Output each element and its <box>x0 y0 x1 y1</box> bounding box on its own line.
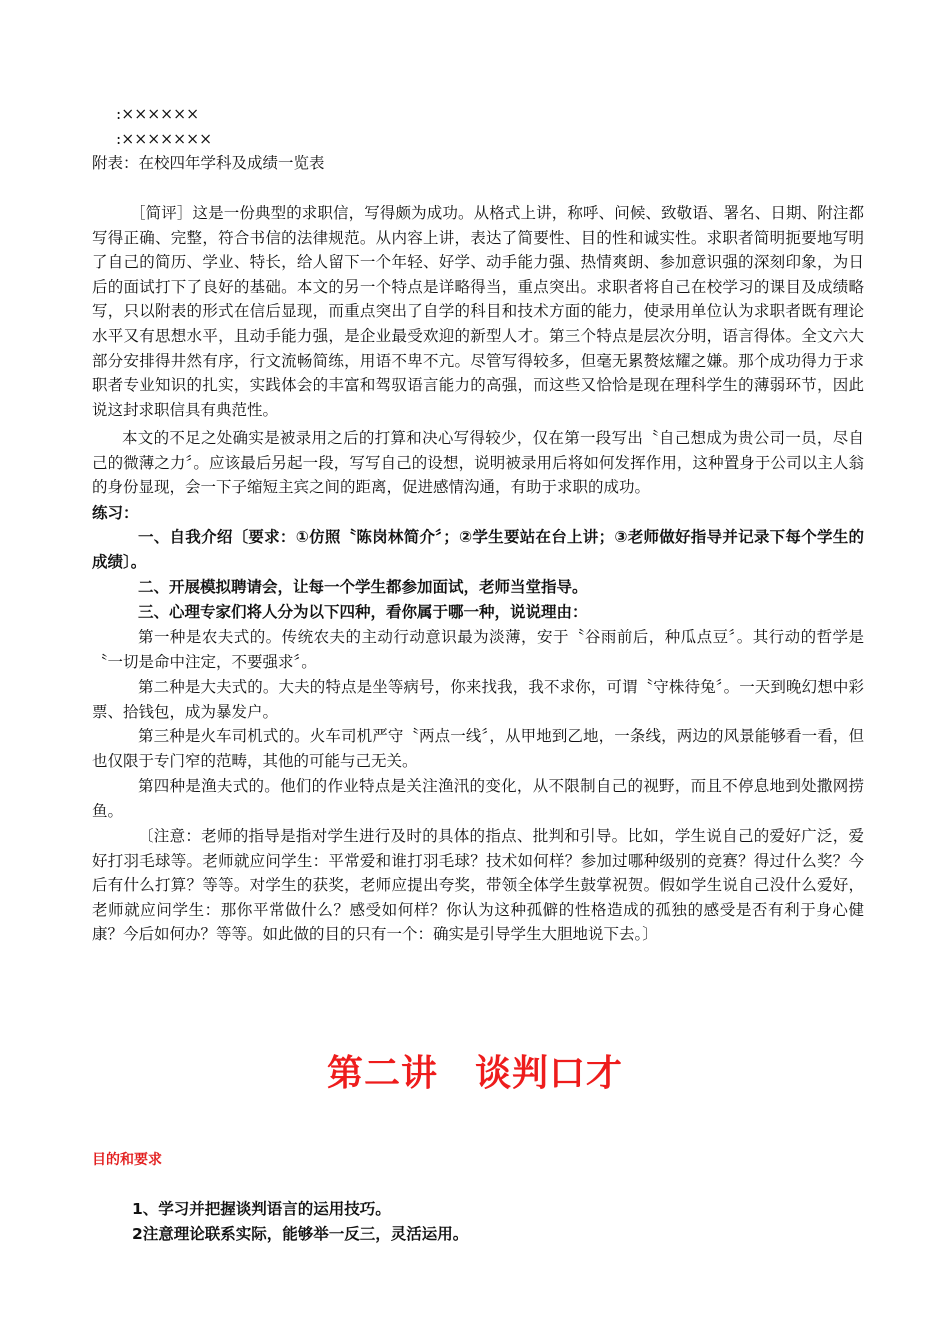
type-train-driver: 第三种是火车司机式的。火车司机严守〝两点一线〞，从甲地到乙地，一条线，两边的风景能够看一看，但也仅限于专门窄的范畴，其他的可能与己无关。 <box>92 727 864 770</box>
teacher-note: 〔注意：老师的指导是指对学生进行及时的具体的指点、批判和引导。比如，学生说自己的爱好广泛，爱好打羽毛球等。老师就应问学生：平常爱和谁打羽毛球？技术如何样？参加过哪种级别的竞赛？得过什么奖？今后有什么打算？等等。对学生的获奖，老师应提出夸奖，带领全体学生鼓掌祝贺。假如学生说自己没什么爱好，老师就应问学生：那你平常做什么？感受如何样？你认为这种孤僻的性格造成的孤独的感受是否有利于身心健康？今后如何办？等等。如此做的目的只有一个：确实是引导学生大胆地说下去。〕 <box>92 827 864 944</box>
goal-item-1: 1、学习并把握谈判语言的运用技巧。 <box>132 1200 391 1218</box>
chapter-title: 第二讲 谈判口才 <box>326 1053 623 1094</box>
type-fisherman: 第四种是渔夫式的。他们的作业特点是关注渔汛的变化，从不限制自己的视野，而且不停息地到处撒网捞鱼。 <box>92 777 864 820</box>
exercise-item-2: 二、开展模拟聘请会，让每一个学生都参加面试，老师当堂指导。 <box>138 578 588 596</box>
review-paragraph-2: 本文的不足之处确实是被录用之后的打算和决心写得较少，仅在第一段写出〝自己想成为贵公司一员，尽自己的微薄之力〞。应该最后另起一段，写写自己的设想，说明被录用后将如何发挥作用，这种置身于公司以主人翁的身份显现，会一下子缩短主宾之间的距离，促进感情沟通，有助于求职的成功。 <box>92 429 864 497</box>
signature-line-2: :××××××× <box>116 130 213 148</box>
goal-item-2: 2注意理论联系实际，能够举一反三，灵活运用。 <box>132 1225 469 1243</box>
type-farmer: 第一种是农夫式的。传统农夫的主动行动意识最为淡薄，安于〝谷雨前后，种瓜点豆〞。其行动的哲学是〝一切是命中注定，不要强求〞。 <box>92 628 864 671</box>
review-paragraph-1: ［简评］这是一份典型的求职信，写得颇为成功。从格式上讲，称呼、问候、致敬语、署名、日期、附注都写得正确、完整，符合书信的法律规范。从内容上讲，表达了简要性、目的性和诚实性。求职者简明扼要地写明了自己的简历、学业、特长，给人留下一个年轻、好学、动手能力强、热情爽朗、参加意识强的深刻印象，为日后的面试打下了良好的基础。本文的另一个特点是详略得当，重点突出。求职者将自己在校学习的课目及成绩略写，只以附表的形式在信后显现，而重点突出了自学的科目和技术方面的能力，使录用单位认为求职者既有理论水平又有思想水平，且动手能力强，是企业最受欢迎的新型人才。第三个特点是层次分明，语言得体。全文六大部分安排得井然有序，行文流畅简练，用语不卑不亢。尽管写得较多，但毫无累赘炫耀之嫌。那个成功得力于求职者专业知识的扎实，实践体会的丰富和驾驭语言能力的高强，而这些又恰恰是现在理科学生的薄弱环节，因此说这封求职信具有典范性。 <box>92 204 864 419</box>
exercise-label: 练习： <box>92 504 139 522</box>
type-doctor: 第二种是大夫式的。大夫的特点是坐等病号，你来找我，我不求你，可谓〝守株待兔〞。一天到晚幻想中彩票、拾钱包，成为暴发户。 <box>92 678 864 721</box>
exercise-item-1: 一、自我介绍〔要求：①仿照〝陈岗林简介〞；②学生要站在台上讲；③老师做好指导并记录下每个学生的成绩〕。 <box>92 528 864 571</box>
attachment-note: 附表：在校四年学科及成绩一览表 <box>92 154 325 172</box>
section-heading: 目的和要求 <box>92 1152 162 1168</box>
exercise-item-3: 三、心理专家们将人分为以下四种，看你属于哪一种，说说理由： <box>138 603 588 621</box>
signature-line-1: :×××××× <box>116 105 200 123</box>
